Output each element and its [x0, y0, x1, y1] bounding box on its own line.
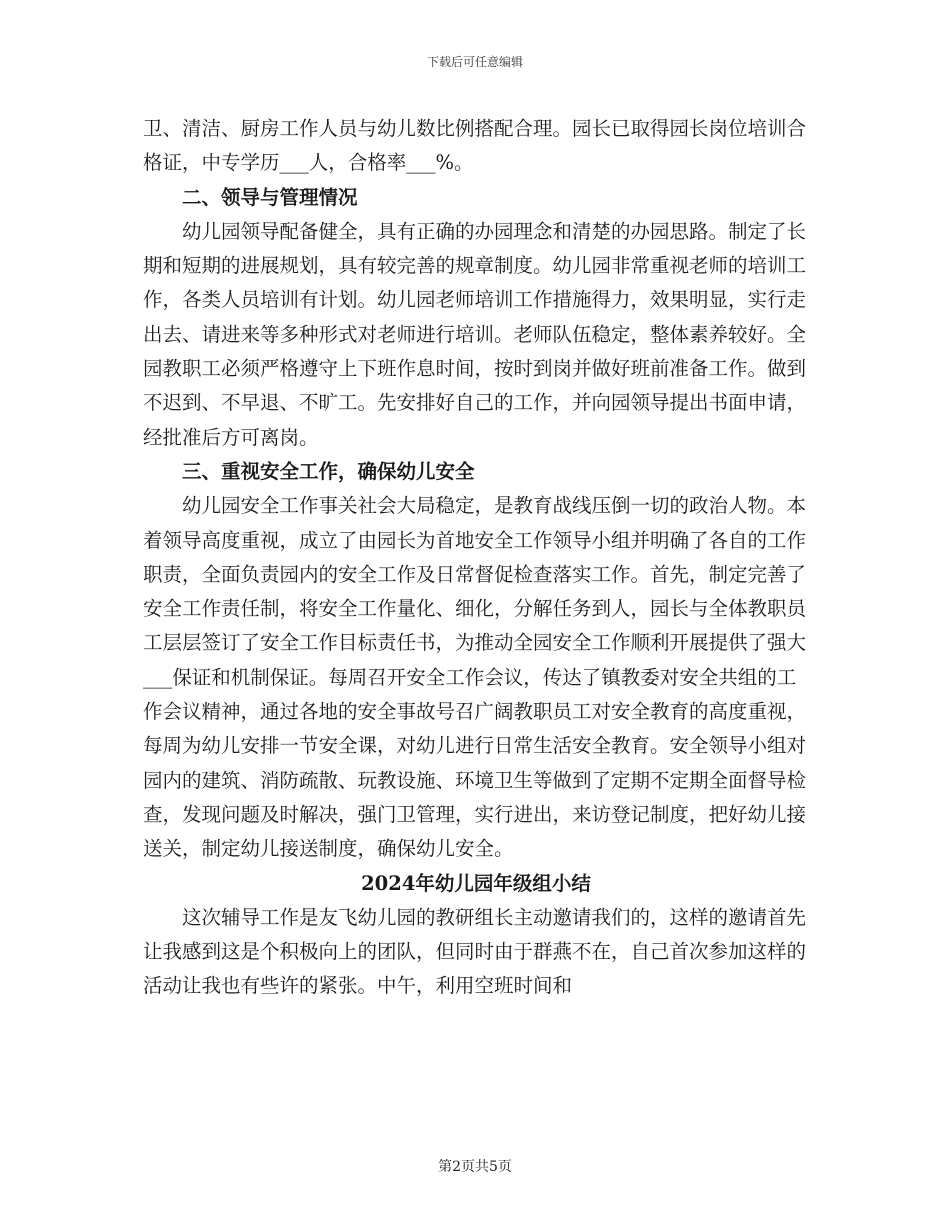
- paragraph-safety: 幼儿园安全工作事关社会大局稳定，是教育战线压倒一切的政治人物。本着领导高度重视，成立了由园长为首地安全工作领导小组并明确了各自的工作职责，全面负责园内的安全工作及日常督促检查落实工作。首先，制定完善了安全工作责任制，将安全工作量化、细化，分解任务到人，园长与全体教职员工层层签订了安全工作目标责任书，为推动全园安全工作顺利开展提供了强大___保证和机制保证。每周召开安全工作会议，传达了镇教委对安全共组的工作会议精神，通过各地的安全事故号召广阔教职员工对安全教育的高度重视，每周为幼儿安排一节安全课，对幼儿进行日常生活安全教育。安全领导小组对园内的建筑、消防疏散、玩教设施、环境卫生等做到了定期不定期全面督导检查，发现问题及时解决，强门卫管理，实行进出，来访登记制度，把好幼儿接送关，制定幼儿接送制度，确保幼儿安全。: [143, 494, 807, 861]
- section-heading-safety: 三、重视安全工作，确保幼儿安全: [182, 459, 475, 483]
- document-body: [143, 112, 809, 1004]
- page-header: 下载后可任意编辑: [426, 55, 523, 69]
- section-heading-leadership: 二、领导与管理情况: [182, 185, 358, 209]
- page-number: 第2页共5页: [438, 1159, 512, 1175]
- document-title: 2024年幼儿园年级组小结: [361, 871, 591, 895]
- paragraph-leadership: 幼儿园领导配备健全，具有正确的办园理念和清楚的办园思路。制定了长期和短期的进展规划，具有较完善的规章制度。幼儿园非常重视老师的培训工作，各类人员培训有计划。幼儿园老师培训工作措施得力，效果明显，实行走出去、请进来等多种形式对老师进行培训。老师队伍稳定，整体素养较好。全园教职工必须严格遵守上下班作息时间，按时到岗并做好班前准备工作。做到不迟到、不早退、不旷工。先安排好自己的工作，并向园领导提出书面申请，经批准后方可离岗。: [143, 219, 807, 449]
- paragraph-summary: 这次辅导工作是友飞幼儿园的教研组长主动邀请我们的，这样的邀请首先让我感到这是个积极向上的团队，但同时由于群燕不在，自己首次参加这样的活动让我也有些许的紧张。中午，利用空班时间和: [143, 905, 807, 998]
- paragraph-staffing: 卫、清洁、厨房工作人员与幼儿数比例搭配合理。园长已取得园长岗位培训合格证，中专学历___人，合格率___%。: [143, 117, 807, 175]
